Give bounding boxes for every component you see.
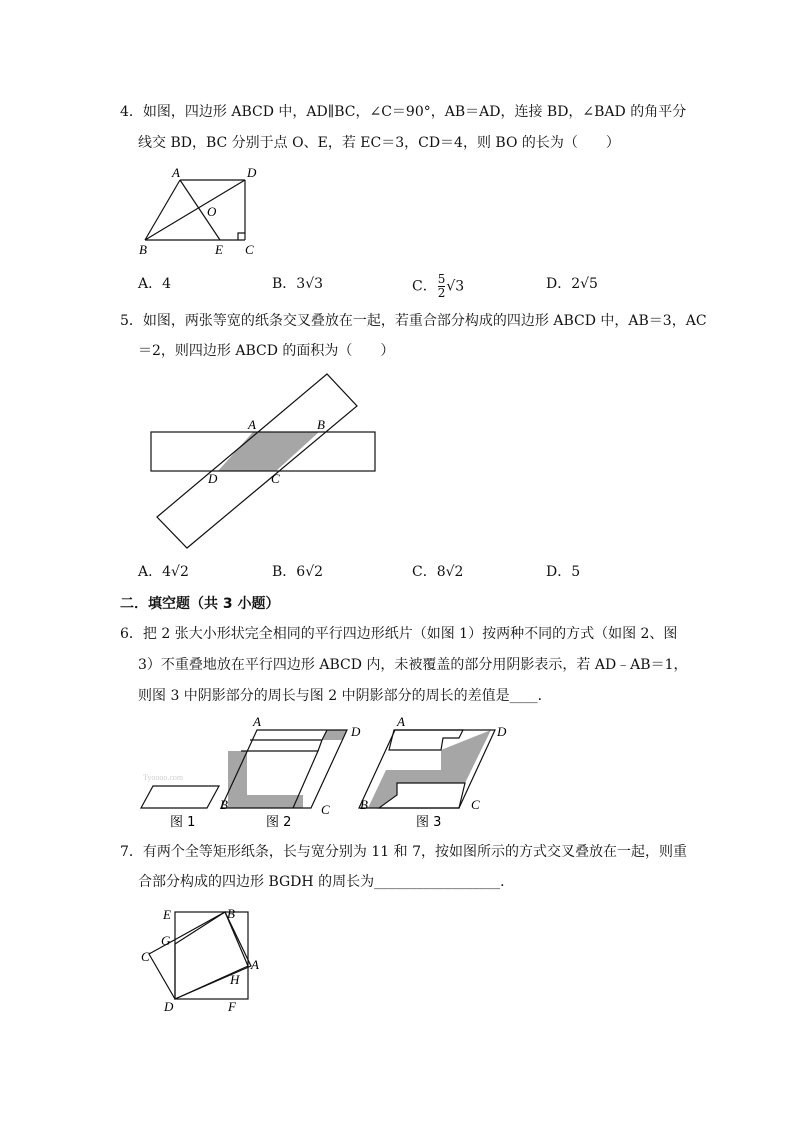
q4-option-c-numerator: 5 (437, 272, 446, 286)
q5-option-c: C．8√2 (412, 564, 464, 580)
q4-label-E: E (215, 242, 223, 257)
q4-label-B: B (139, 242, 147, 257)
q7-label-E: E (163, 907, 171, 922)
fig2-caption: 图 2 (266, 815, 292, 830)
q4-option-c (412, 273, 464, 300)
fig2-label-C: C (321, 802, 330, 817)
section-heading: 二．填空题（共 3 小题） (120, 596, 280, 612)
q7-text-line1: 7．有两个全等矩形纸条，长与宽分别为 11 和 7，按如图所示的方式交叉叠放在一起，则重 (120, 844, 687, 860)
q4-option-d: D．2√5 (546, 276, 598, 292)
q7-label-A: A (251, 957, 259, 972)
fig1-caption: 图 1 (170, 815, 196, 830)
q4-text-line1: 4．如图，四边形 ABCD 中，AD∥BC，∠C＝90°，AB＝AD，连接 BD，∠BAD 的角平分 (120, 104, 687, 120)
q5-label-B: B (317, 417, 325, 432)
q4-label-D: D (247, 165, 257, 180)
q4-option-c-prefix: C． (412, 278, 437, 295)
fig3-label-C: C (471, 797, 480, 812)
q6-text-line2: 3）不重叠地放在平行四边形 ABCD 内，未被覆盖的部分用阴影表示，若 AD﹣AB＝1， (138, 657, 688, 673)
fig3-label-D: D (497, 724, 507, 739)
q4-segment-BD (145, 180, 245, 240)
q7-label-G: G (161, 933, 171, 948)
q4-option-c-radical: √3 (446, 278, 465, 295)
q7-label-H: H (230, 972, 240, 987)
fig1-parallelogram (141, 786, 219, 808)
q4-label-A: A (172, 165, 180, 180)
q5-figure (145, 370, 385, 550)
q5-overlap-ABCD (218, 432, 319, 471)
q5-label-D: D (208, 471, 218, 486)
watermark-text: Tyoooo.com (143, 773, 184, 782)
q4-label-O: O (207, 204, 217, 219)
q6-figures (135, 712, 515, 830)
q4-option-a: A．4 (138, 276, 172, 292)
q4-figure (135, 162, 265, 262)
fig2-top-strip (250, 730, 327, 740)
fig2-label-D: D (351, 724, 361, 739)
q4-text-line2: 线交 BD，BC 分别于点 O、E，若 EC＝3，CD＝4，则 BO 的长为（ ） (138, 135, 620, 151)
q5-text-line2: ＝2，则四边形 ABCD 的面积为（ ） (138, 343, 395, 359)
q4-option-c-denominator: 2 (437, 286, 446, 300)
q7-label-D: D (164, 999, 174, 1014)
q7-label-B: B (227, 906, 235, 921)
q5-text-line1: 5．如图，两张等宽的纸条交叉叠放在一起，若重合部分构成的四边形 ABCD 中，AB＝3，AC (120, 313, 707, 329)
fig3-label-A: A (397, 714, 405, 729)
q5-option-a: A．4√2 (138, 564, 189, 580)
fig2-shade-left (228, 751, 303, 808)
q7-text-line2: 合部分构成的四边形 BGDH 的周长为__________________． (138, 874, 515, 890)
q7-figure (135, 900, 275, 1015)
q5-label-A: A (248, 417, 256, 432)
q4-label-C: C (245, 242, 254, 257)
q6-text-line3: 则图 3 中阴影部分的周长与图 2 中阴影部分的周长的差值是____． (138, 688, 552, 704)
fig3-label-B: B (360, 797, 368, 812)
fig2-label-A: A (253, 714, 261, 729)
fig2-label-B: B (220, 797, 228, 812)
q4-right-angle-mark (238, 233, 245, 240)
q5-option-d: D．5 (546, 564, 581, 580)
q7-label-C: C (141, 949, 150, 964)
q5-label-C: C (271, 471, 280, 486)
fig3-caption: 图 3 (416, 815, 442, 830)
q4-option-b: B．3√3 (272, 276, 324, 292)
q6-text-line1: 6．把 2 张大小形状完全相同的平行四边形纸片（如图 1）按两种不同的方式（如图 2、图 (120, 626, 678, 642)
q5-option-b: B．6√2 (272, 564, 324, 580)
q7-label-F: F (228, 999, 236, 1014)
q4-segment-AB (145, 180, 180, 240)
